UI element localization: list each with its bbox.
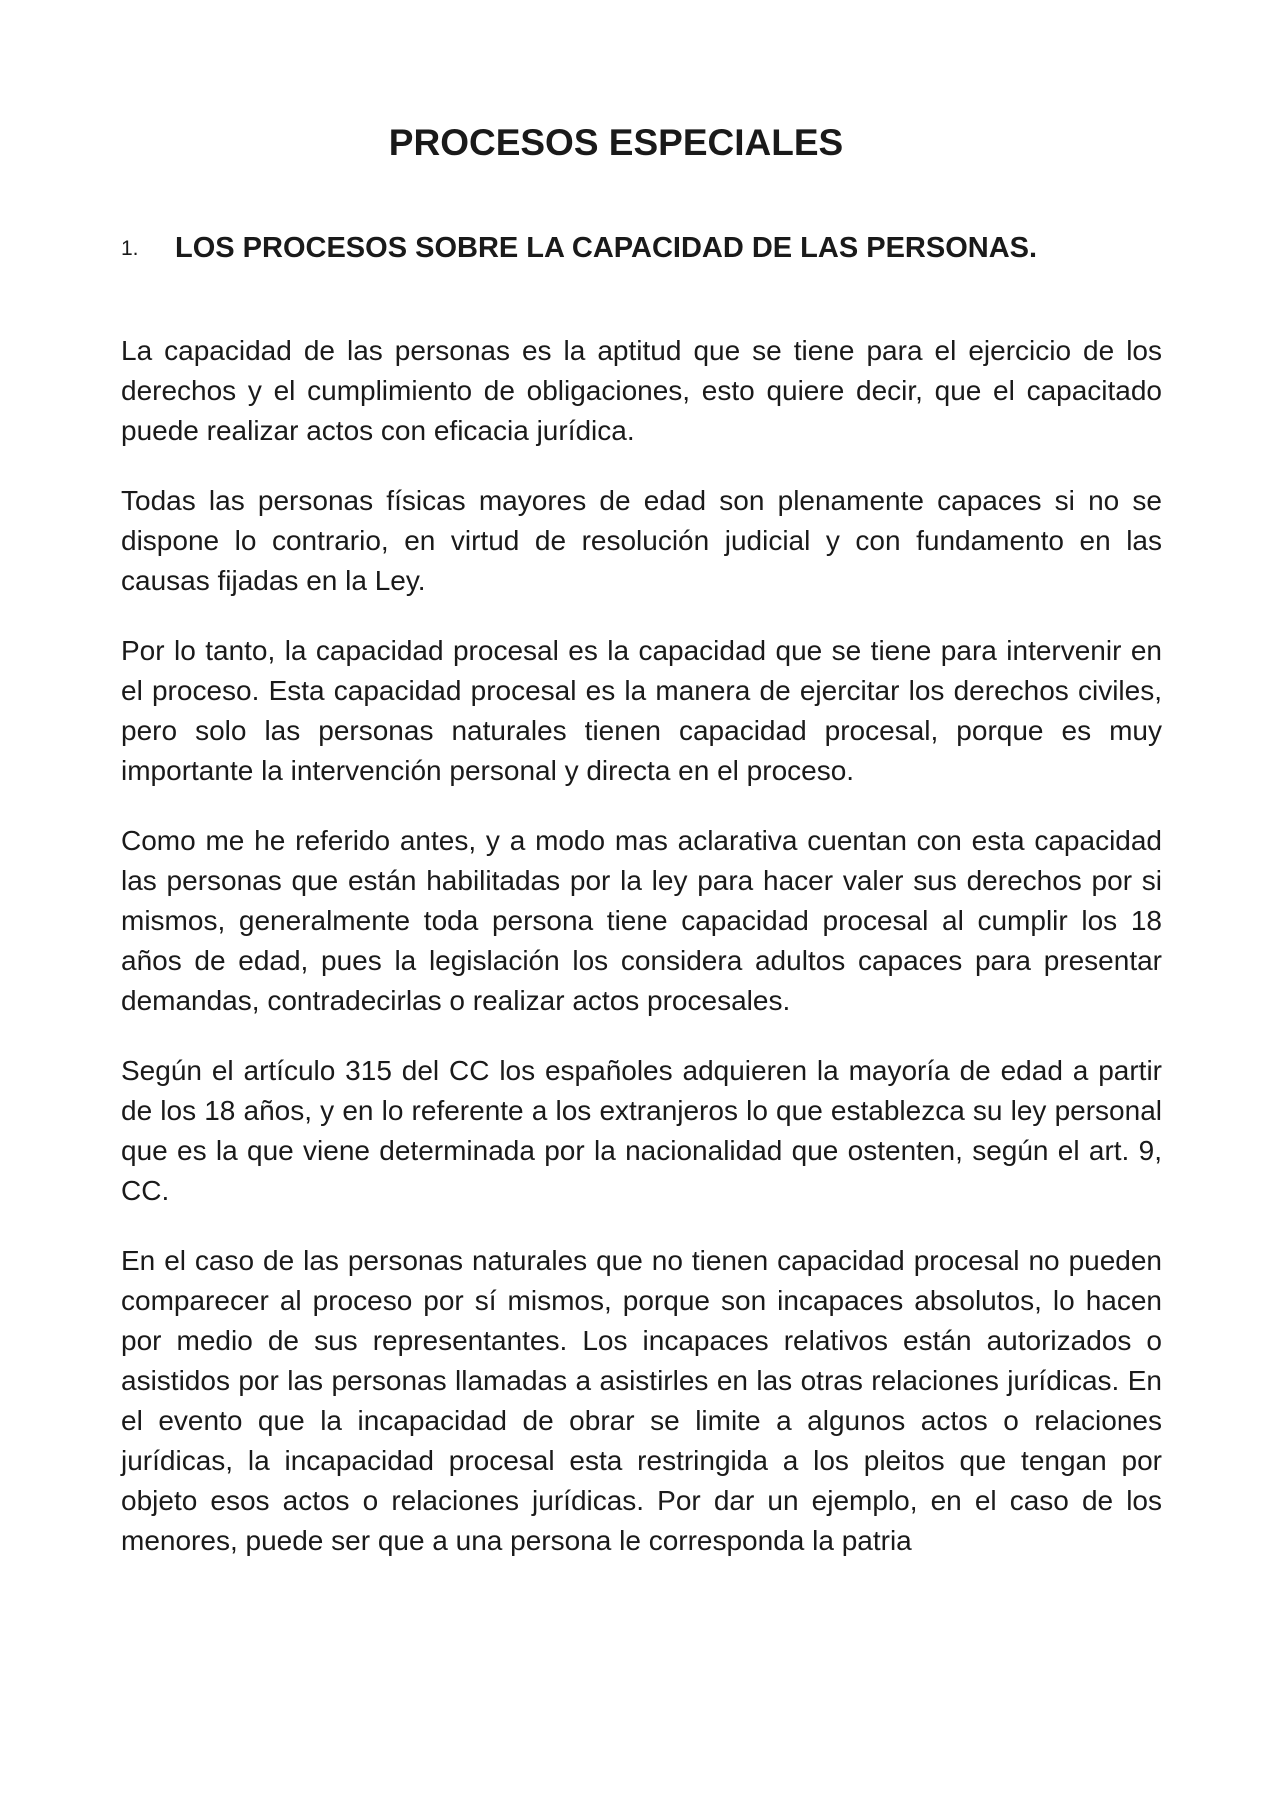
page-title: PROCESOS ESPECIALES [388, 122, 844, 163]
section-number: 1. [121, 237, 139, 260]
paragraph: Por lo tanto, la capacidad procesal es la capacidad que se tiene para intervenir en el proceso. Esta capacidad procesal es la manera de ejercitar los derechos civiles, pero solo las personas naturales tienen capacidad procesal, porque es muy importante la intervención personal y directa en el proceso. [121, 635, 1162, 786]
section-heading-text: LOS PROCESOS SOBRE LA CAPACIDAD DE LAS PERSONAS. [175, 232, 1038, 264]
paragraph: Según el artículo 315 del CC los españoles adquieren la mayoría de edad a partir de los 18 años, y en lo referente a los extranjeros lo que establezca su ley personal que es la que viene determinada por la nacionalidad que ostenten, según el art. 9, CC. [121, 1055, 1162, 1206]
body-text [121, 331, 1162, 1591]
paragraph: La capacidad de las personas es la aptitud que se tiene para el ejercicio de los derechos y el cumplimiento de obligaciones, esto quiere decir, que el capacitado puede realizar actos con eficacia jurídica. [121, 335, 1162, 446]
paragraph: Como me he referido antes, y a modo mas aclarativa cuentan con esta capacidad las personas que están habilitadas por la ley para hacer valer sus derechos por si mismos, generalmente toda persona tiene capacidad procesal al cumplir los 18 años de edad, pues la legislación los considera adultos capaces para presentar demandas, contradecirlas o realizar actos procesales. [121, 825, 1162, 1016]
section-heading [121, 232, 1161, 265]
paragraph: Todas las personas físicas mayores de edad son plenamente capaces si no se dispone lo contrario, en virtud de resolución judicial y con fundamento en las causas fijadas en la Ley. [121, 485, 1162, 596]
paragraph: En el caso de las personas naturales que no tienen capacidad procesal no pueden comparecer al proceso por sí mismos, porque son incapaces absolutos, lo hacen por medio de sus representantes. Los incapaces relativos están autorizados o asistidos por las personas llamadas a asistirles en las otras relaciones jurídicas. En el evento que la incapacidad de obrar se limite a algunos actos o relaciones jurídicas, la incapacidad procesal esta restringida a los pleitos que tengan por objeto esos actos o relaciones jurídicas. Por dar un ejemplo, en el caso de los menores, puede ser que a una persona le corresponda la patria [121, 1245, 1162, 1556]
